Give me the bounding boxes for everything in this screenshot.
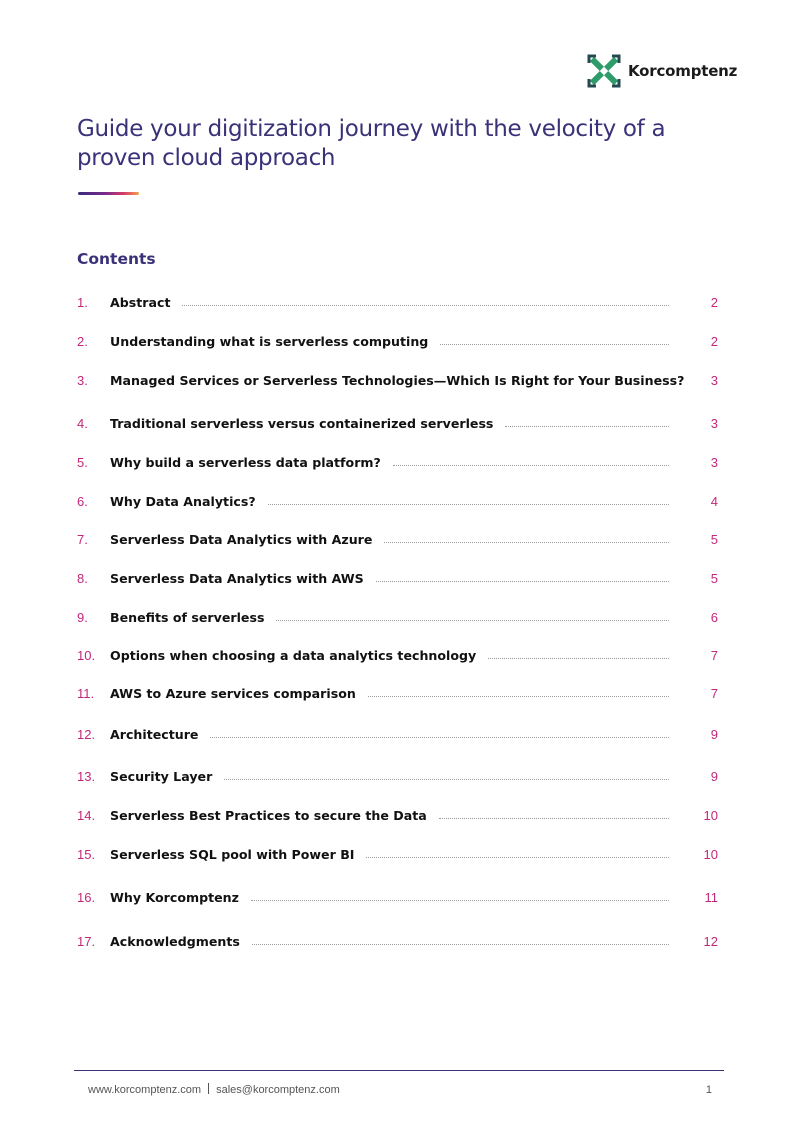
toc-leader <box>376 581 669 582</box>
toc-title: Traditional serverless versus containerized serverless <box>110 416 494 431</box>
toc-entry[interactable] <box>0 371 800 391</box>
toc-leader <box>440 344 669 345</box>
toc-number: 2. <box>77 334 88 349</box>
toc-page-number: 2 <box>710 334 718 349</box>
brand-name: Korcomptenz <box>628 62 738 80</box>
toc-leader <box>210 737 669 738</box>
toc-page-number: 11 <box>704 890 718 905</box>
toc-page-number: 9 <box>710 727 718 742</box>
toc-number: 12. <box>77 727 96 742</box>
toc-number: 11. <box>77 686 95 701</box>
toc-leader <box>182 305 669 306</box>
toc-title: Security Layer <box>110 769 213 784</box>
toc-page-number: 12 <box>703 934 718 949</box>
toc-entry[interactable] <box>0 806 800 826</box>
toc-number: 17. <box>77 934 96 949</box>
toc-leader <box>268 504 669 505</box>
toc-title: Managed Services or Serverless Technologies—Which Is Right for Your Business? <box>110 373 685 388</box>
toc-leader <box>252 944 669 945</box>
toc-number: 14. <box>77 808 96 823</box>
toc-leader <box>393 465 669 466</box>
contents-heading: Contents <box>77 250 156 268</box>
toc-entry[interactable] <box>0 767 800 787</box>
toc-number: 5. <box>77 455 88 470</box>
toc-entry[interactable] <box>0 845 800 865</box>
toc-leader <box>368 696 669 697</box>
toc-number: 1. <box>77 295 88 310</box>
toc-page-number: 9 <box>710 769 718 784</box>
korcomptenz-logo-icon <box>586 53 622 89</box>
toc-entry[interactable] <box>0 293 800 313</box>
toc-page-number: 4 <box>710 494 718 509</box>
toc-number: 3. <box>77 373 88 388</box>
toc-number: 10. <box>77 648 96 663</box>
toc-title: Understanding what is serverless computing <box>110 334 429 349</box>
toc-title: Serverless Data Analytics with Azure <box>110 532 373 547</box>
toc-leader <box>505 426 669 427</box>
toc-entry[interactable] <box>0 646 800 666</box>
toc-number: 15. <box>77 847 96 862</box>
toc-title: Serverless Best Practices to secure the Data <box>110 808 427 823</box>
toc-entry[interactable] <box>0 492 800 512</box>
toc-title: Abstract <box>110 295 171 310</box>
toc-entry[interactable] <box>0 453 800 473</box>
toc-page-number: 5 <box>710 571 718 586</box>
toc-title: Why Korcomptenz <box>110 890 239 905</box>
toc-title: Benefits of serverless <box>110 610 265 625</box>
toc-title: Architecture <box>110 727 199 742</box>
toc-number: 16. <box>77 890 96 905</box>
toc-page-number: 3 <box>710 455 718 470</box>
footer-page-number: 1 <box>705 1084 712 1096</box>
toc-number: 8. <box>77 571 88 586</box>
toc-number: 4. <box>77 416 88 431</box>
toc-page-number: 3 <box>710 373 718 388</box>
toc-number: 7. <box>77 532 88 547</box>
toc-entry[interactable] <box>0 608 800 628</box>
toc-leader <box>251 900 669 901</box>
toc-entry[interactable] <box>0 932 800 952</box>
toc-title: Options when choosing a data analytics technology <box>110 648 477 663</box>
toc-page-number: 2 <box>710 295 718 310</box>
footer-email-link[interactable]: sales@korcomptenz.com <box>216 1084 340 1096</box>
toc-title: Serverless Data Analytics with AWS <box>110 571 364 586</box>
toc-page-number: 10 <box>703 808 718 823</box>
toc-leader <box>224 779 669 780</box>
toc-title: AWS to Azure services comparison <box>110 686 356 701</box>
toc-page-number: 3 <box>710 416 718 431</box>
title-underline <box>78 192 139 195</box>
toc-title: Why build a serverless data platform? <box>110 455 381 470</box>
toc-leader <box>384 542 669 543</box>
toc-number: 9. <box>77 610 88 625</box>
toc-entry[interactable] <box>0 414 800 434</box>
footer-contact <box>88 1083 340 1097</box>
toc-title: Why Data Analytics? <box>110 494 256 509</box>
footer-divider <box>74 1070 724 1071</box>
toc-entry[interactable] <box>0 569 800 589</box>
page-title: Guide your digitization journey with the velocity of a proven cloud approach <box>77 116 666 171</box>
footer-separator <box>208 1083 209 1094</box>
toc-page-number: 7 <box>710 686 718 701</box>
toc-entry[interactable] <box>0 725 800 745</box>
toc-page-number: 7 <box>710 648 718 663</box>
toc-leader <box>488 658 669 659</box>
toc-number: 6. <box>77 494 88 509</box>
toc-number: 13. <box>77 769 96 784</box>
toc-page-number: 5 <box>710 532 718 547</box>
toc-leader <box>366 857 669 858</box>
toc-leader <box>439 818 669 819</box>
brand-logo <box>586 52 737 90</box>
toc-title: Serverless SQL pool with Power BI <box>110 847 355 862</box>
toc-entry[interactable] <box>0 332 800 352</box>
toc-entry[interactable] <box>0 530 800 550</box>
toc-title: Acknowledgments <box>110 934 240 949</box>
toc-page-number: 6 <box>710 610 718 625</box>
toc-page-number: 10 <box>703 847 718 862</box>
toc-leader <box>276 620 669 621</box>
toc-entry[interactable] <box>0 888 800 908</box>
toc-entry[interactable] <box>0 684 800 704</box>
footer-website-link[interactable]: www.korcomptenz.com <box>88 1084 202 1096</box>
